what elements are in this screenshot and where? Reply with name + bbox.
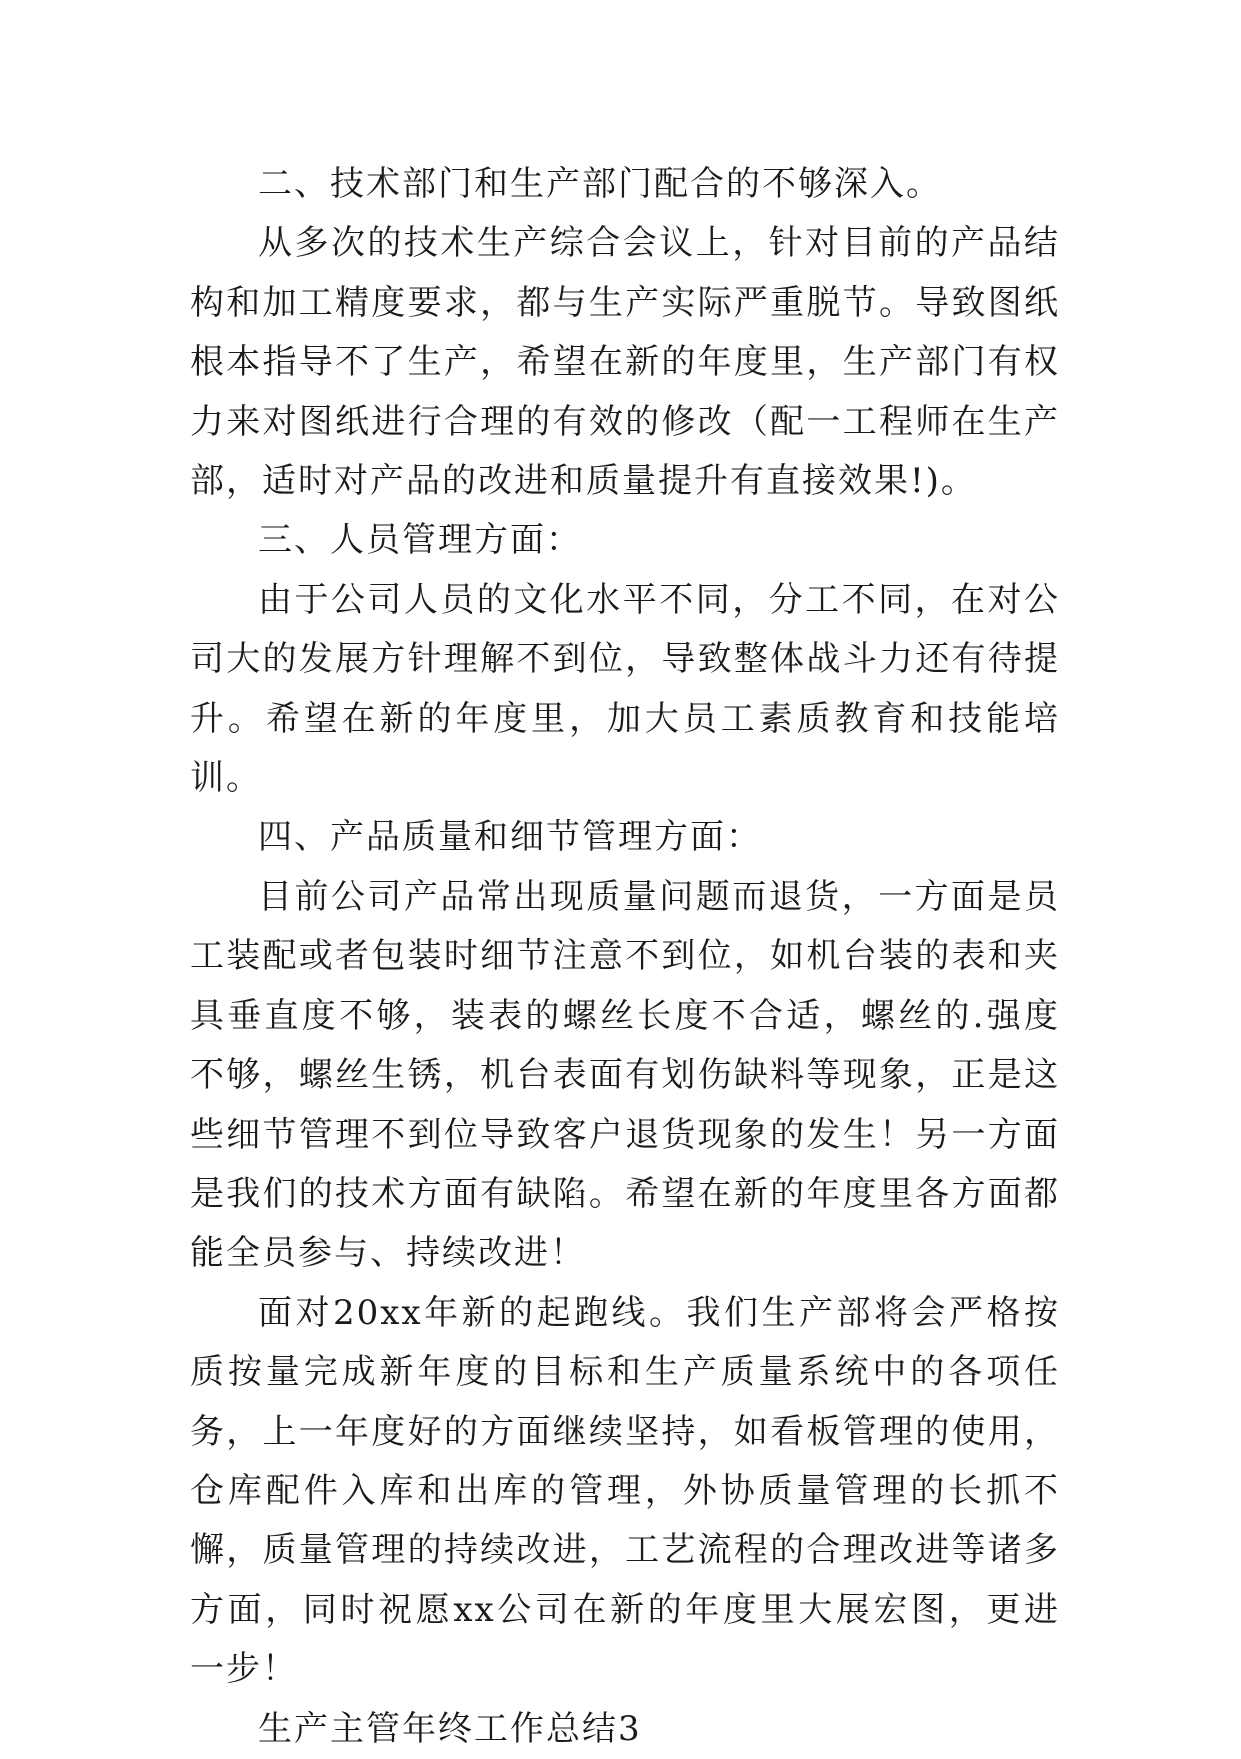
paragraph-personnel-management: 由于公司人员的文化水平不同，分工不同，在对公司大的发展方针理解不到位，导致整体战斗力还有待提升。希望在新的年度里，加大员工素质教育和技能培训。 — [190, 579, 1060, 799]
document-body — [190, 155, 1060, 1759]
paragraph-outlook: 面对20xx年新的起跑线。我们生产部将会严格按质按量完成新年度的目标和生产质量系统中的各项任务，上一年度好的方面继续坚持，如看板管理的使用，仓库配件入库和出库的管理，外协质量管理的长抓不懈，质量管理的持续改进，工艺流程的合理改进等诸多方面，同时祝愿xx公司在新的年度里大展宏图，更进一步！ — [190, 1292, 1060, 1690]
paragraph-technical-coordination: 从多次的技术生产综合会议上，针对目前的产品结构和加工精度要求，都与生产实际严重脱节。导致图纸根本指导不了生产，希望在新的年度里，生产部门有权力来对图纸进行合理的有效的修改（配一工程师在生产部，适时对产品的改进和质量提升有直接效果!)。 — [190, 223, 1060, 502]
document-section-title: 生产主管年终工作总结3 — [258, 1708, 642, 1749]
section-heading-quality-management: 四、产品质量和细节管理方面： — [258, 817, 762, 858]
paragraph-quality-management: 目前公司产品常出现质量问题而退货，一方面是员工装配或者包装时细节注意不到位，如机台装的表和夹具垂直度不够，装表的螺丝长度不合适，螺丝的.强度不够，螺丝生锈，机台表面有划伤缺料等现象，正是这些细节管理不到位导致客户退货现象的发生！另一方面是我们的技术方面有缺陷。希望在新的年度里各方面都能全员参与、持续改进！ — [190, 876, 1060, 1274]
section-heading-technical-coordination: 二、技术部门和生产部门配合的不够深入。 — [258, 164, 942, 204]
section-heading-personnel-management: 三、人员管理方面： — [258, 520, 582, 561]
